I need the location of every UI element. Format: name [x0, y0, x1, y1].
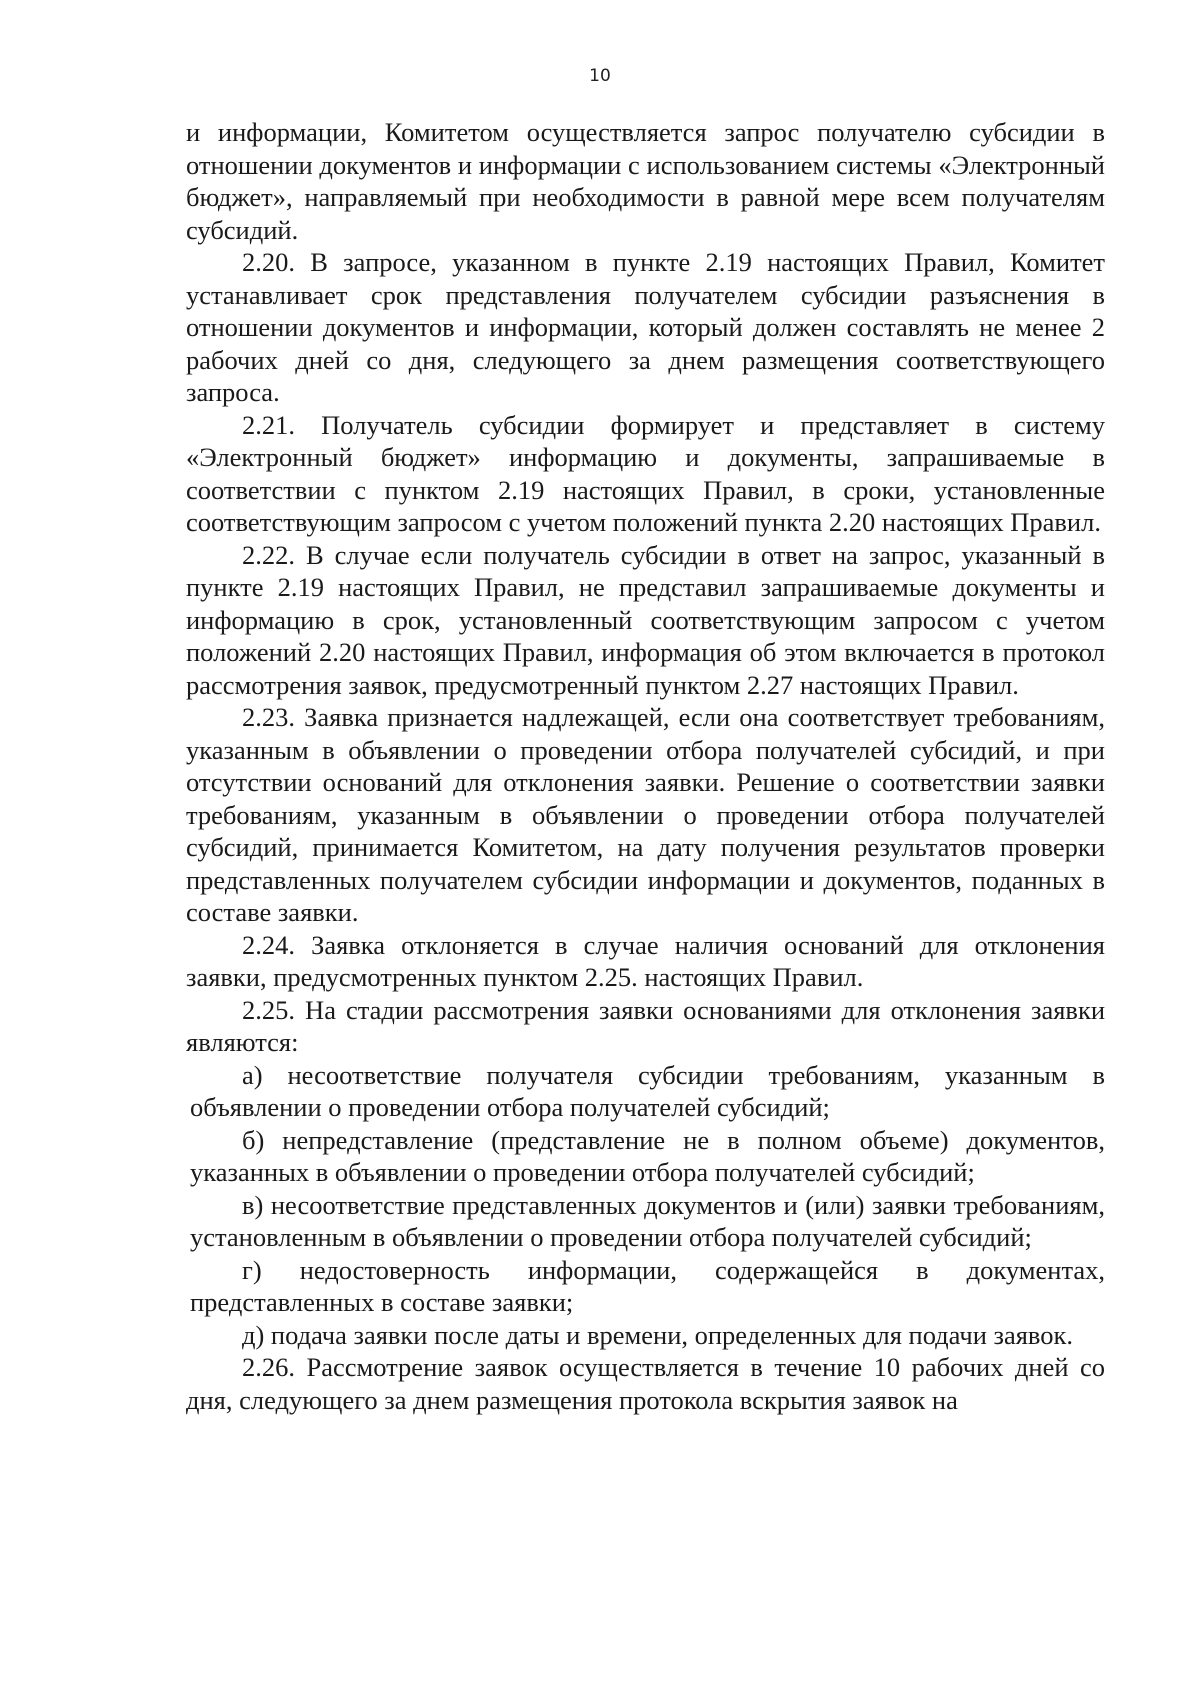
list-item-d: д) подача заявки после даты и времени, определенных для подачи заявок. [242, 1319, 1073, 1350]
list-item-g: г) недостоверность информации, содержащейся в документах, представленных в составе заявки; [190, 1254, 1105, 1317]
paragraph-2-22: 2.22. В случае если получатель субсидии в ответ на запрос, указанный в пункте 2.19 настоящих Правил, не представил запрашиваемые документы и информацию в срок, установленный соответствующим запросом с учетом положений 2.20 настоящих Правил, информация об этом включается в протокол рассмотрения заявок, предусмотренный пунктом 2.27 настоящих Правил. [186, 539, 1105, 700]
list-item-b: б) непредставление (представление не в полном объеме) документов, указанных в объявлении о проведении отбора получателей субсидий; [190, 1124, 1105, 1187]
list-item-a: а) несоответствие получателя субсидии требованиям, указанным в объявлении о проведении отбора получателей субсидий; [190, 1059, 1105, 1122]
paragraph-2-26: 2.26. Рассмотрение заявок осуществляется в течение 10 рабочих дней со дня, следующего за днем размещения протокола вскрытия заявок на [186, 1352, 1105, 1415]
paragraph-2-20: 2.20. В запросе, указанном в пункте 2.19 настоящих Правил, Комитет устанавливает срок представления получателем субсидии разъяснения в отношении документов и информации, который должен составлять не менее 2 рабочих дней со дня, следующего за днем размещения соответствующего запроса. [186, 247, 1105, 407]
paragraph-2-21: 2.21. Получатель субсидии формирует и представляет в систему «Электронный бюджет» информацию и документы, запрашиваемые в соответствии с пунктом 2.19 настоящих Правил, в сроки, установленные соответствующим запросом с учетом положений пункта 2.20 настоящих Правил. [186, 409, 1105, 537]
paragraph-2-25: 2.25. На стадии рассмотрения заявки основаниями для отклонения заявки являются: [186, 994, 1105, 1057]
document-body [186, 116, 1105, 1416]
paragraph-2-24: 2.24. Заявка отклоняется в случае наличия оснований для отклонения заявки, предусмотренных пунктом 2.25. настоящих Правил. [186, 929, 1105, 992]
paragraph-2-23: 2.23. Заявка признается надлежащей, если она соответствует требованиям, указанным в объявлении о проведении отбора получателей субсидий, и при отсутствии оснований для отклонения заявки. Решение о соответствии заявки требованиям, указанным в объявлении о проведении отбора получателей субсидий, принимается Комитетом, на дату получения результатов проверки представленных получателем субсидии информации и документов, поданных в составе заявки. [186, 702, 1105, 927]
page-number: 10 [589, 66, 611, 86]
list-item-v: в) несоответствие представленных документов и (или) заявки требованиям, установленным в объявлении о проведении отбора получателей субсидий; [190, 1189, 1105, 1252]
paragraph-continuation: и информации, Комитетом осуществляется запрос получателю субсидии в отношении документов и информации с использованием системы «Электронный бюджет», направляемый при необходимости в равной мере всем получателям субсидий. [186, 117, 1105, 245]
